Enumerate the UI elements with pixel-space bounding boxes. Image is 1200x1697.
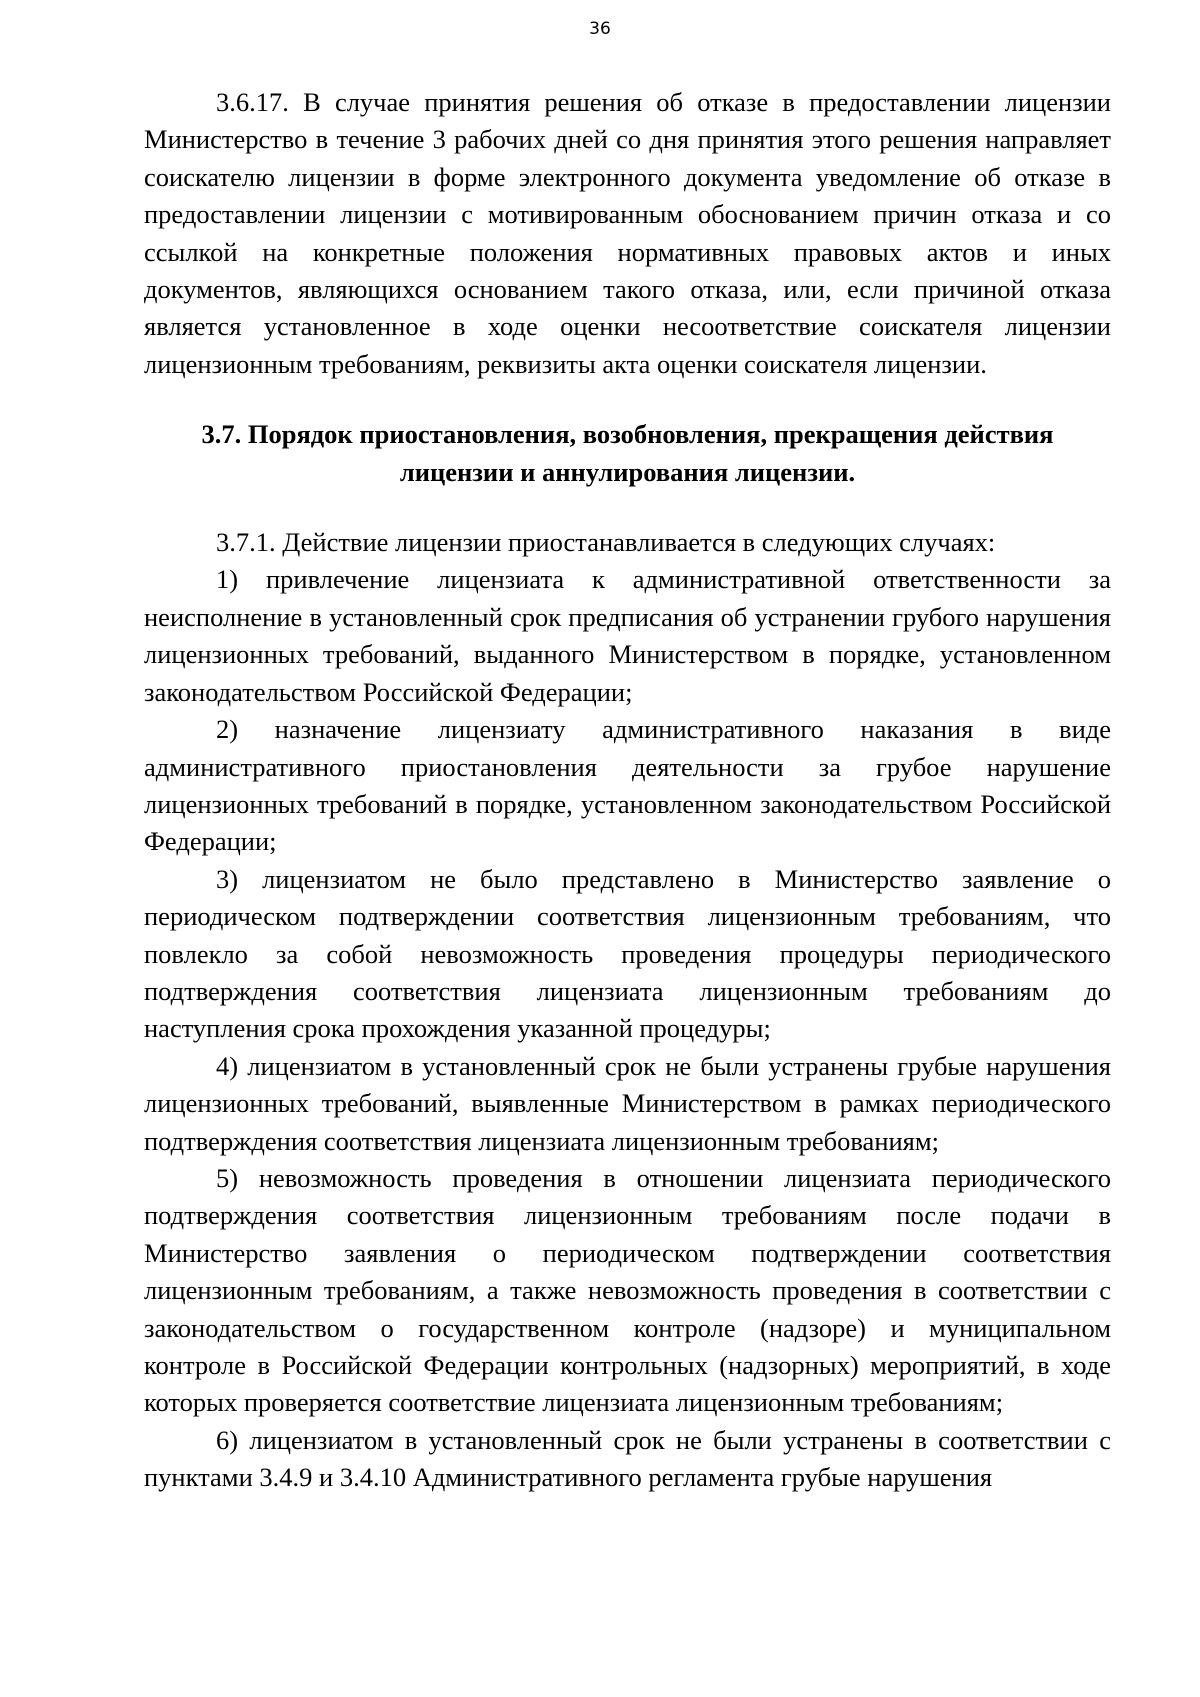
document-body (144, 84, 1111, 1497)
list-item-6: 6) лицензиатом в установленный срок не были устранены в соответствии с пунктами 3.4.9 и 3.4.10 Административного регламента грубые нарушения (144, 1424, 1111, 1493)
list-item-5: 5) невозможность проведения в отношении лицензиата периодического подтверждения соответствия лицензионным требованиям после подачи в Министерство заявления о периодическом подтверждении соответствия лицензионным требованиям, а также невозможность проведения в соответствии с законодательством о государственном контроле (надзоре) и муниципальном контроле в Российской Федерации контрольных (надзорных) мероприятий, в ходе которых проверяется соответствие лицензиата лицензионным требованиям; (144, 1162, 1111, 1418)
section-heading-3-7: 3.7. Порядок приостановления, возобновления, прекращения действия лицензии и аннулирования лицензии. (201, 419, 1054, 487)
list-item-3: 3) лицензиатом не было представлено в Министерство заявление о периодическом подтверждении соответствия лицензионным требованиям, что повлекло за собой невозможность проведения процедуры периодического подтверждения соответствия лицензиата лицензионным требованиям до наступления срока прохождения указанной процедуры; (144, 863, 1111, 1044)
list-item-4: 4) лицензиатом в установленный срок не были устранены грубые нарушения лицензионных требований, выявленные Министерством в рамках периодического подтверждения соответствия лицензиата лицензионным требованиям; (144, 1050, 1111, 1156)
list-item-1: 1) привлечение лицензиата к административной ответственности за неисполнение в установленный срок предписания об устранении грубого нарушения лицензионных требований, выданного Министерством в порядке, установленном законодательством Российской Федерации; (144, 564, 1111, 707)
paragraph-3-7-1: 3.7.1. Действие лицензии приостанавливается в следующих случаях: (216, 527, 996, 558)
paragraph-3-6-17: 3.6.17. В случае принятия решения об отказе в предоставлении лицензии Министерство в течение 3 рабочих дней со дня принятия этого решения направляет соискателю лицензии в форме электронного документа уведомление об отказе в предоставлении лицензии с мотивированным обоснованием причин отказа и со ссылкой на конкретные положения нормативных правовых актов и иных документов, являющихся основанием такого отказа, или, если причиной отказа является установленное в ходе оценки несоответствие соискателя лицензии лицензионным требованиям, реквизиты акта оценки соискателя лицензии. (144, 87, 1111, 379)
page-number: 36 (589, 19, 611, 39)
list-item-2: 2) назначение лицензиату административного наказания в виде административного приостановления деятельности за грубое нарушение лицензионных требований в порядке, установленном законодательством Российской Федерации; (144, 714, 1111, 857)
